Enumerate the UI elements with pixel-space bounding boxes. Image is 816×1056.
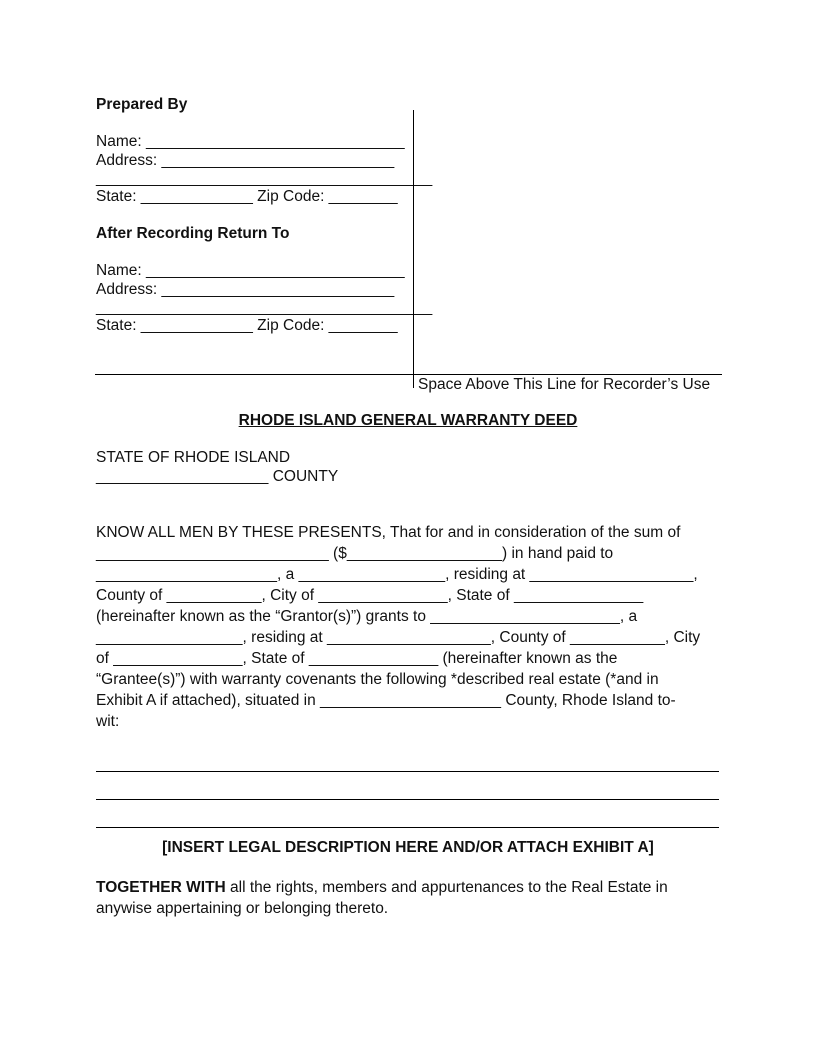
- body-line[interactable]: _________________, residing at ___________________, County of ___________, City: [96, 629, 701, 646]
- body-line[interactable]: of _______________, State of _______________ (hereinafter known as the: [96, 650, 618, 667]
- body-line[interactable]: _____________________, a _________________, residing at ___________________,: [96, 566, 698, 583]
- prepared-by-state-zip-field[interactable]: State: _____________ Zip Code: ________: [96, 188, 398, 205]
- body-line[interactable]: Exhibit A if attached), situated in _____________________ County, Rhode Island to-: [96, 692, 676, 709]
- legal-description-line-1[interactable]: [96, 771, 719, 772]
- body-line[interactable]: ___________________________ ($__________________) in hand paid to: [96, 545, 614, 562]
- body-line[interactable]: County of ___________, City of _______________, State of _______________: [96, 587, 644, 604]
- prepared-by-address-blank[interactable]: _______________________________________: [96, 170, 433, 187]
- state-line: STATE OF RHODE ISLAND: [96, 449, 291, 466]
- return-to-name-field[interactable]: Name: ______________________________: [96, 262, 405, 279]
- deed-title: RHODE ISLAND GENERAL WARRANTY DEED: [238, 412, 578, 429]
- body-line[interactable]: (hereinafter known as the “Grantor(s)”) grants to ______________________, a: [96, 608, 638, 625]
- return-to-address-blank[interactable]: _______________________________________: [96, 299, 433, 316]
- recorder-note: Space Above This Line for Recorder’s Use: [418, 376, 711, 393]
- return-to-state-zip-field[interactable]: State: _____________ Zip Code: ________: [96, 317, 398, 334]
- together-with-text: all the rights, members and appurtenances to the Real Estate in: [225, 879, 668, 896]
- together-with-paragraph: [96, 877, 726, 919]
- conveyance-paragraph: [96, 522, 726, 732]
- prepared-by-address-field[interactable]: Address: ___________________________: [96, 152, 395, 169]
- return-to-address-field[interactable]: Address: ___________________________: [96, 281, 395, 298]
- legal-description-line-3[interactable]: [96, 827, 719, 828]
- together-with-lead: TOGETHER WITH: [96, 879, 226, 896]
- return-to-heading: After Recording Return To: [96, 225, 290, 242]
- together-with-line-2: anywise appertaining or belonging thereto.: [96, 900, 389, 917]
- body-line: wit:: [96, 713, 120, 730]
- legal-description-line-2[interactable]: [96, 799, 719, 800]
- recorder-divider-horizontal: [95, 374, 722, 375]
- recorder-divider-vertical: [413, 110, 414, 388]
- prepared-by-name-field[interactable]: Name: ______________________________: [96, 133, 405, 150]
- body-line: “Grantee(s)”) with warranty covenants the following *described real estate (*and in: [96, 671, 659, 688]
- legal-description-label: [INSERT LEGAL DESCRIPTION HERE AND/OR ATTACH EXHIBIT A]: [162, 839, 654, 856]
- county-field[interactable]: ____________________ COUNTY: [96, 468, 339, 485]
- body-line: KNOW ALL MEN BY THESE PRESENTS, That for and in consideration of the sum of: [96, 524, 681, 541]
- prepared-by-heading: Prepared By: [96, 96, 188, 113]
